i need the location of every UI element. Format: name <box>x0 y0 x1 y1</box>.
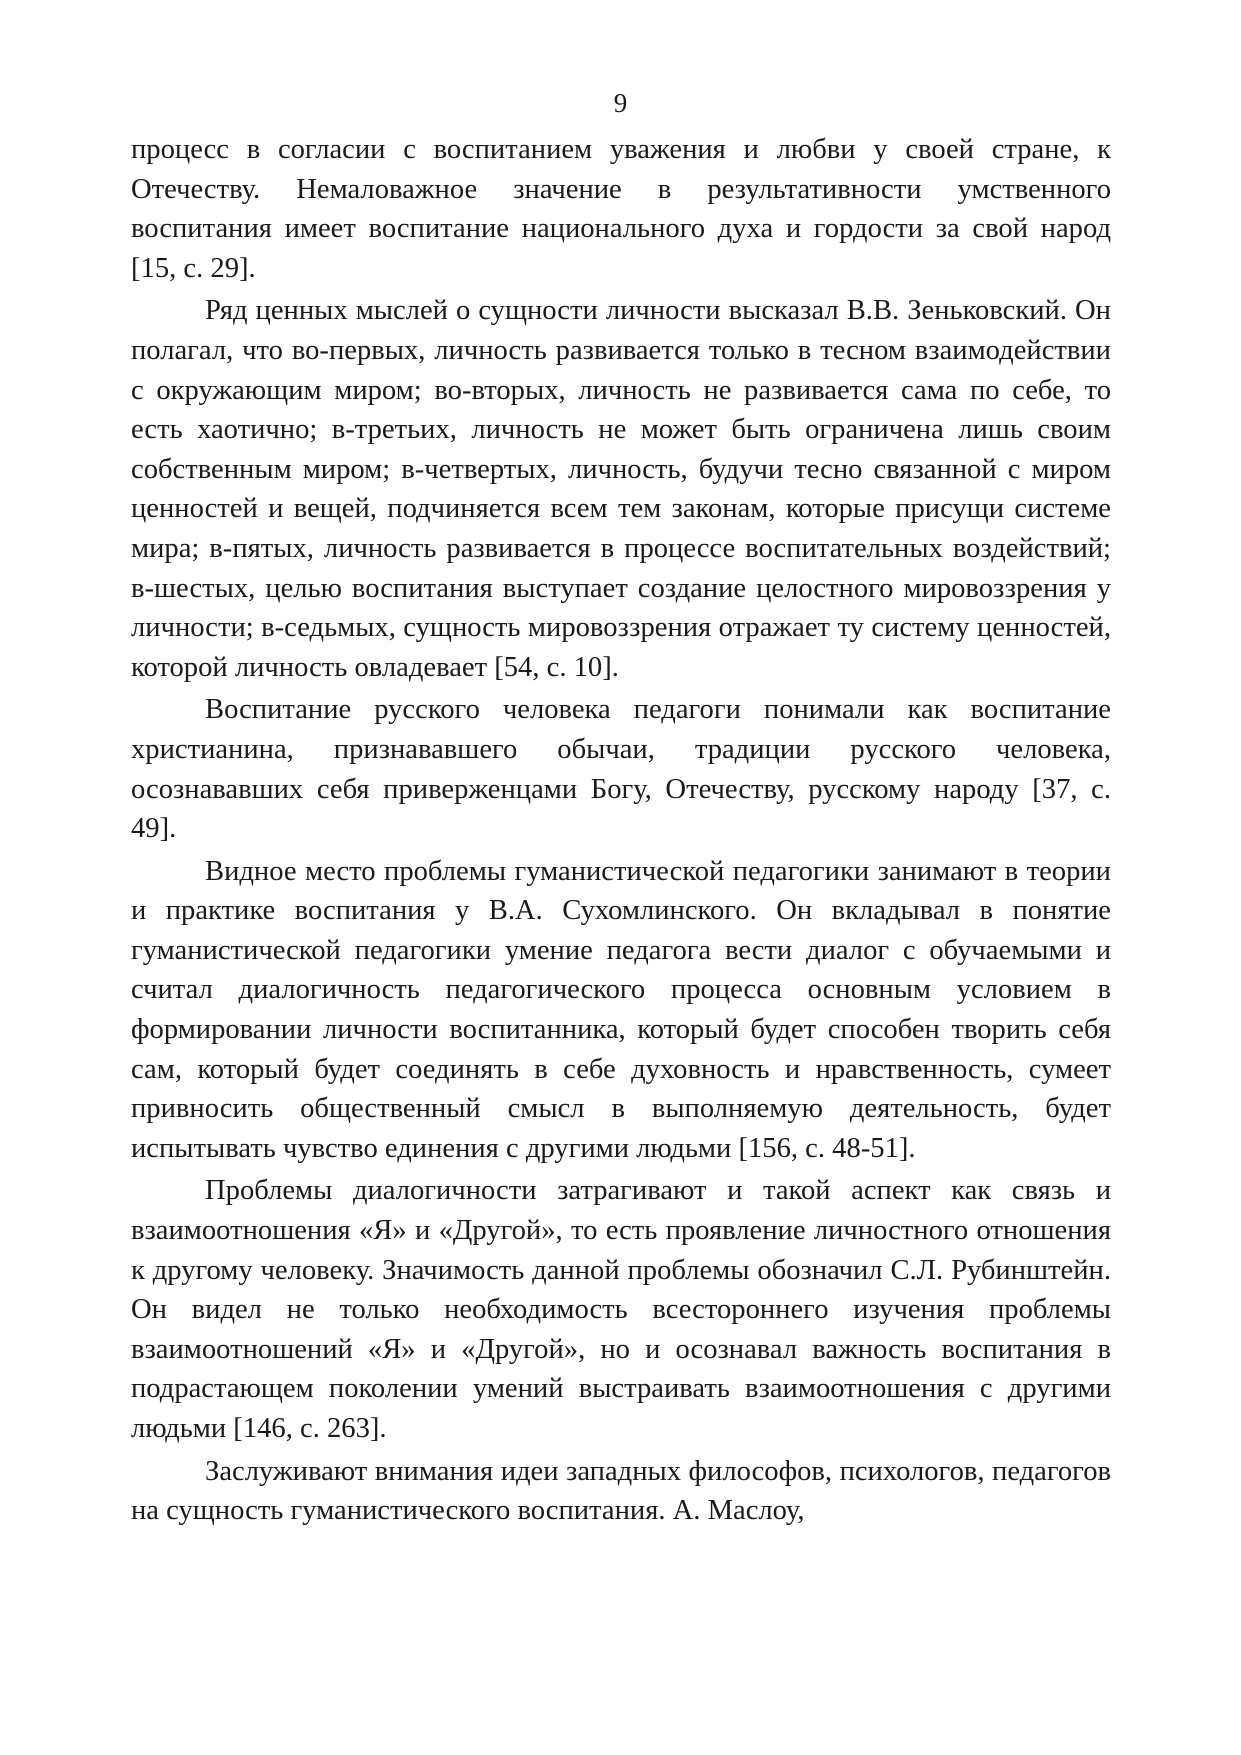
page-number: 9 <box>613 88 628 118</box>
paragraph-western-ideas: Заслуживают внимания идеи западных философов, психологов, педагогов на сущность гуманистического воспитания. А. Маслоу, <box>131 1455 1111 1527</box>
paragraph-sukhomlinsky: Видное место проблемы гуманистической педагогики занимают в теории и практике воспитания у В.А. Сухомлинского. Он вкладывал в понятие гуманистической педагогики умение педагога вести диалог с обучаемыми и считал диалогичность педагогического процесса основным условием в формировании личности воспитанника, который будет способен творить себя сам, который будет соединять в себе духовность и нравственность, сумеет привносить общественный смысл в выполняемую деятельность, будет испытывать чувство единения с другими людьми [156, с. 48-51]. <box>131 855 1111 1164</box>
paragraph-continuation: процесс в согласии с воспитанием уважения и любви у своей стране, к Отечеству. Немаловажное значение в результативности умственного воспитания имеет воспитание национального духа и гордости за свой народ [15, с. 29]. <box>131 134 1111 284</box>
paragraph-rubinstein: Проблемы диалогичности затрагивают и такой аспект как связь и взаимоотношения «Я» и «Другой», то есть проявление личностного отношения к другому человеку. Значимость данной проблемы обозначил С.Л. Рубинштейн. Он видел не только необходимость всестороннего изучения проблемы взаимоотношений «Я» и «Другой», но и осознавал важность воспитания в подрастающем поколении умений выстраивать взаимоотношения с другими людьми [146, с. 263]. <box>131 1175 1111 1444</box>
paragraph-zenkovsky: Ряд ценных мыслей о сущности личности высказал В.В. Зеньковский. Он полагал, что во-первых, личность развивается только в тесном взаимодействии с окружающим миром; во-вторых, личность не развивается сама по себе, то есть хаотично; в-третьих, личность не может быть ограничена лишь своим собственным миром; в-четвертых, личность, будучи тесно связанной с миром ценностей и вещей, подчиняется всем тем законам, которые присущи системе мира; в-пятых, личность развивается в процессе воспитательных воздействий; в-шестых, целью воспитания выступает создание целостного мировоззрения у личности; в-седьмых, сущность мировоззрения отражает ту систему ценностей, которой личность овладевает [54, с. 10]. <box>131 295 1111 683</box>
body-text <box>131 130 1111 1534</box>
paragraph-russian-upbringing: Воспитание русского человека педагоги понимали как воспитание христианина, признававшего обычаи, традиции русского человека, осознававших себя приверженцами Богу, Отечеству, русскому народу [37, с. 49]. <box>131 694 1111 845</box>
